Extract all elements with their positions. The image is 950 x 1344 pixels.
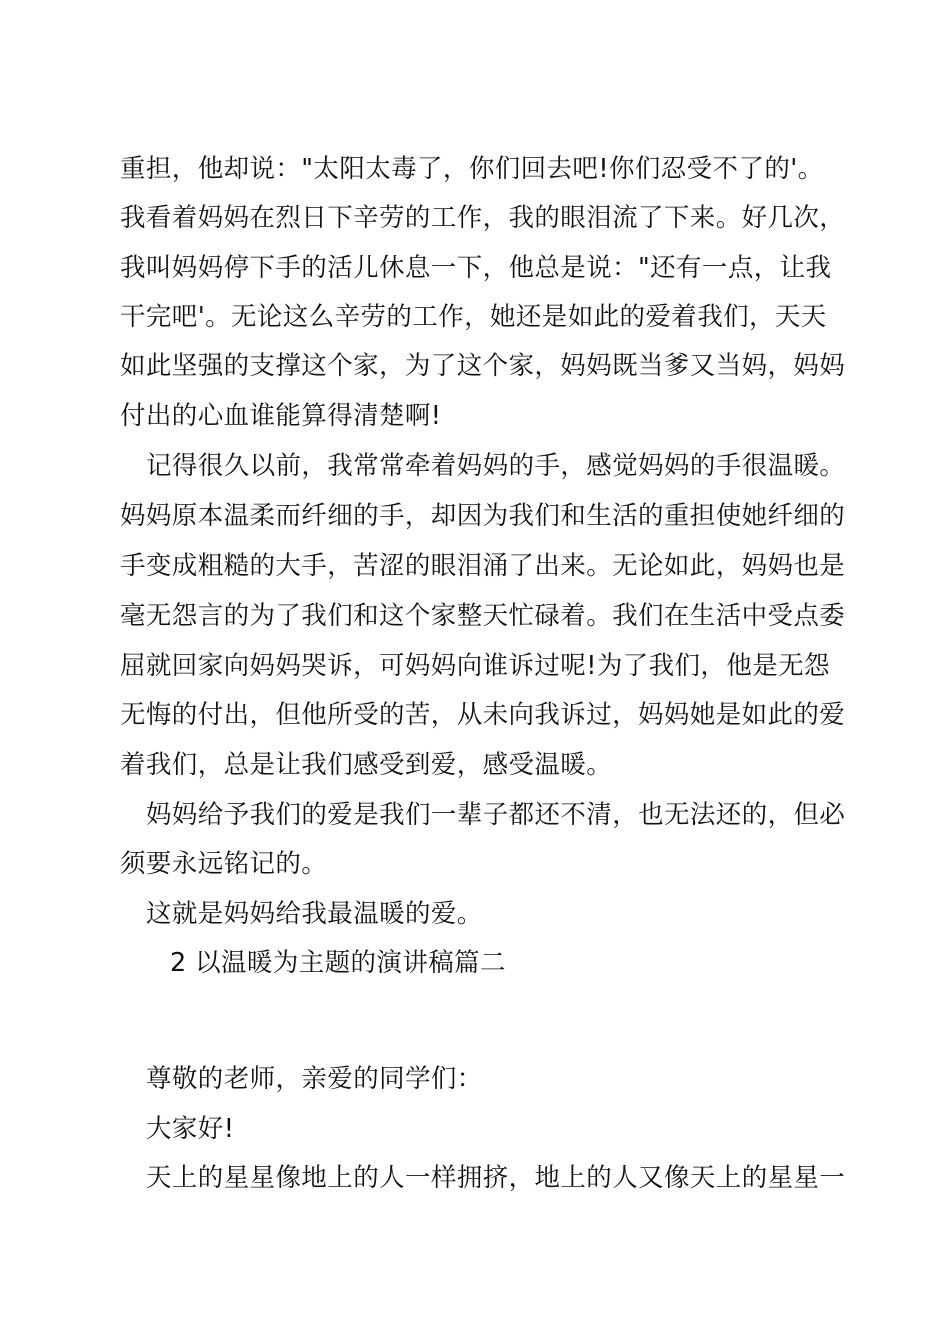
section-heading: 2 以温暖为主题的演讲稿篇二 [170, 948, 506, 978]
text-line: 付出的心血谁能算得清楚啊! [120, 401, 442, 431]
text-line: 重担，他却说："太阳太毒了，你们回去吧!你们忍受不了的'。 [120, 154, 824, 184]
greeting: 大家好! [146, 1114, 235, 1144]
text-line: 手变成粗糙的大手，苦涩的眼泪涌了出来。无论如此，妈妈也是 [120, 551, 846, 581]
text-line: 妈妈给予我们的爱是我们一辈子都还不清，也无法还的，但必 [146, 800, 846, 830]
text-line: 着我们，总是让我们感受到爱，感受温暖。 [120, 750, 613, 780]
text-line: 无悔的付出，但他所受的苦，从未向我诉过，妈妈她是如此的爱 [120, 700, 846, 730]
salutation: 尊敬的老师，亲爱的同学们： [146, 1064, 483, 1094]
text-line: 天上的星星像地上的人一样拥挤，地上的人又像天上的星星一 [146, 1163, 846, 1193]
text-line: 须要永远铭记的。 [120, 849, 328, 879]
text-line: 屈就回家向妈妈哭诉，可妈妈向谁诉过呢!为了我们，他是无怨 [120, 651, 830, 681]
text-line: 干完吧'。无论这么辛劳的工作，她还是如此的爱着我们，天天 [120, 302, 827, 332]
text-line: 我叫妈妈停下手的活儿休息一下，他总是说："还有一点，让我 [120, 253, 832, 283]
text-line: 妈妈原本温柔而纤细的手，却因为我们和生活的重担使她纤细的 [120, 501, 846, 531]
text-line: 我看着妈妈在烈日下辛劳的工作，我的眼泪流了下来。好几次， [120, 203, 846, 233]
text-line: 毫无怨言的为了我们和这个家整天忙碌着。我们在生活中受点委 [120, 601, 846, 631]
text-line: 这就是妈妈给我最温暖的爱。 [146, 899, 483, 929]
text-line: 如此坚强的支撑这个家，为了这个家，妈妈既当爹又当妈，妈妈 [120, 351, 846, 381]
text-line: 记得很久以前，我常常牵着妈妈的手，感觉妈妈的手很温暖。 [146, 451, 846, 481]
